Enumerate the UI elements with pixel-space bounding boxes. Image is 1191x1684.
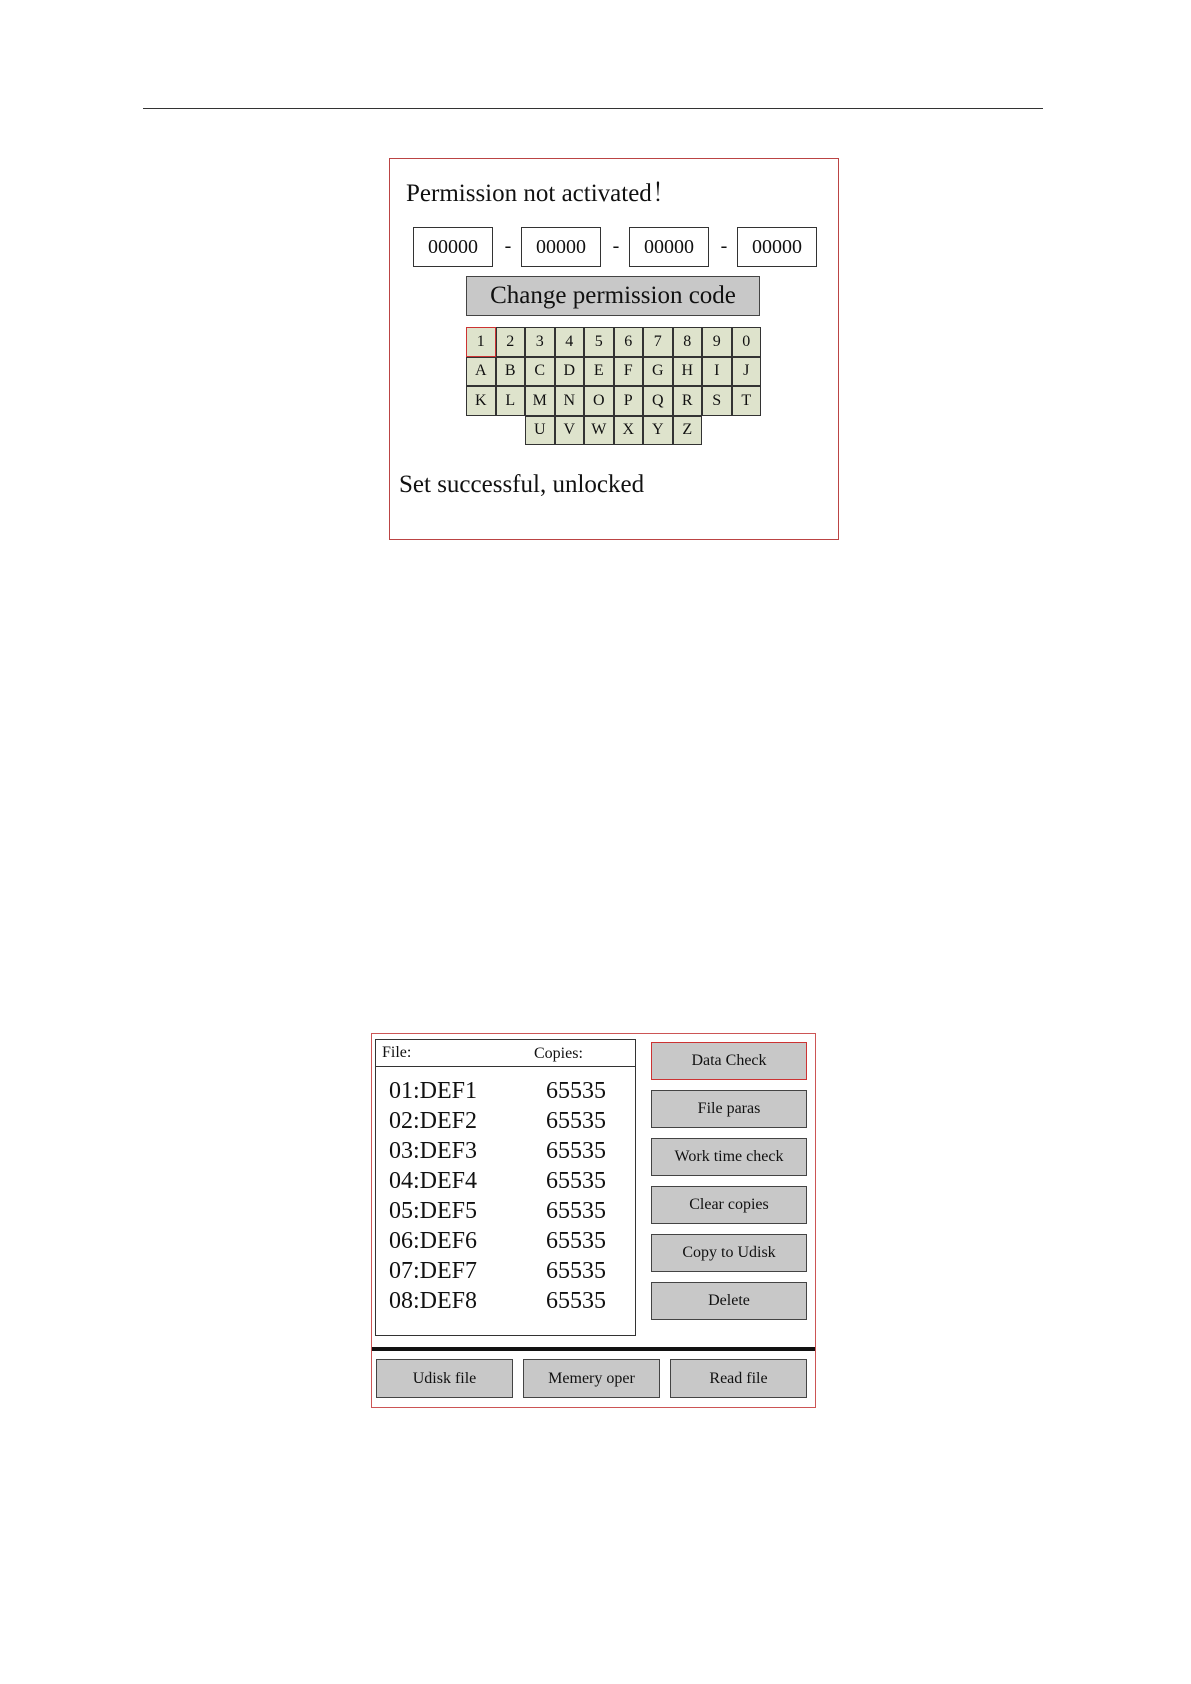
delete-button[interactable]: Delete [651, 1282, 807, 1320]
code-separator: - [504, 235, 512, 257]
keypad-key-7[interactable]: 7 [643, 327, 673, 357]
keypad-key-e[interactable]: E [584, 357, 614, 387]
file-manager-panel [371, 1033, 816, 1408]
keypad-key-m[interactable]: M [525, 386, 555, 416]
code-separator: - [720, 235, 728, 257]
file-copies: 65535 [546, 1138, 606, 1164]
file-row[interactable] [376, 1288, 635, 1318]
keypad-key-p[interactable]: P [614, 386, 644, 416]
file-name: 04:DEF4 [389, 1168, 478, 1194]
permission-title: Permission not activated！ [406, 180, 677, 207]
keypad-key-4[interactable]: 4 [555, 327, 585, 357]
status-message: Set successful, unlocked [399, 471, 645, 498]
keypad-key-r[interactable]: R [673, 386, 703, 416]
data-check-button[interactable]: Data Check [651, 1042, 807, 1080]
keypad-key-f[interactable]: F [614, 357, 644, 387]
keypad-key-q[interactable]: Q [643, 386, 673, 416]
change-permission-code-button[interactable]: Change permission code [466, 276, 760, 316]
file-copies: 65535 [546, 1258, 606, 1284]
keypad-key-u[interactable]: U [525, 416, 555, 446]
file-name: 01:DEF1 [389, 1078, 478, 1104]
copies-column-header: Copies: [534, 1045, 583, 1062]
keypad-key-z[interactable]: Z [673, 416, 703, 446]
keypad-key-n[interactable]: N [555, 386, 585, 416]
keypad-key-3[interactable]: 3 [525, 327, 555, 357]
file-copies: 65535 [546, 1228, 606, 1254]
keypad-key-8[interactable]: 8 [673, 327, 703, 357]
read-file-button[interactable]: Read file [670, 1359, 807, 1398]
keypad-key-l[interactable]: L [496, 386, 526, 416]
keypad-key-g[interactable]: G [643, 357, 673, 387]
keypad-key-j[interactable]: J [732, 357, 762, 387]
code-field-3[interactable]: 00000 [629, 227, 709, 267]
clear-copies-button[interactable]: Clear copies [651, 1186, 807, 1224]
file-name: 08:DEF8 [389, 1288, 478, 1314]
keypad-key-v[interactable]: V [555, 416, 585, 446]
file-row[interactable] [376, 1168, 635, 1198]
keypad-key-a[interactable]: A [466, 357, 496, 387]
file-copies: 65535 [546, 1288, 606, 1314]
file-copies: 65535 [546, 1078, 606, 1104]
page-header-rule [143, 108, 1043, 109]
file-list [375, 1039, 636, 1336]
keypad-key-c[interactable]: C [525, 357, 555, 387]
keypad-key-d[interactable]: D [555, 357, 585, 387]
file-row[interactable] [376, 1108, 635, 1138]
file-row[interactable] [376, 1258, 635, 1288]
work-time-check-button[interactable]: Work time check [651, 1138, 807, 1176]
file-column-header: File: [382, 1044, 412, 1061]
file-row[interactable] [376, 1078, 635, 1108]
code-separator: - [612, 235, 620, 257]
keypad-key-y[interactable]: Y [643, 416, 673, 446]
permission-panel [389, 158, 839, 540]
keypad-key-t[interactable]: T [732, 386, 762, 416]
copy-to-udisk-button[interactable]: Copy to Udisk [651, 1234, 807, 1272]
file-copies: 65535 [546, 1198, 606, 1224]
keypad-key-x[interactable]: X [614, 416, 644, 446]
keypad-key-w[interactable]: W [584, 416, 614, 446]
keypad-key-6[interactable]: 6 [614, 327, 644, 357]
memery-oper-button[interactable]: Memery oper [523, 1359, 660, 1398]
keypad-key-1[interactable]: 1 [466, 327, 496, 357]
keypad-key-i[interactable]: I [702, 357, 732, 387]
keypad-key-2[interactable]: 2 [496, 327, 526, 357]
keypad-key-b[interactable]: B [496, 357, 526, 387]
code-field-2[interactable]: 00000 [521, 227, 601, 267]
file-name: 02:DEF2 [389, 1108, 478, 1134]
file-paras-button[interactable]: File paras [651, 1090, 807, 1128]
keypad-key-s[interactable]: S [702, 386, 732, 416]
file-copies: 65535 [546, 1108, 606, 1134]
file-row[interactable] [376, 1138, 635, 1168]
file-name: 07:DEF7 [389, 1258, 478, 1284]
file-row[interactable] [376, 1228, 635, 1258]
keypad-key-9[interactable]: 9 [702, 327, 732, 357]
code-field-4[interactable]: 00000 [737, 227, 817, 267]
divider [372, 1347, 815, 1351]
keypad-key-0[interactable]: 0 [732, 327, 762, 357]
file-name: 03:DEF3 [389, 1138, 478, 1164]
udisk-file-button[interactable]: Udisk file [376, 1359, 513, 1398]
file-name: 05:DEF5 [389, 1198, 478, 1224]
file-list-header [376, 1040, 635, 1067]
file-name: 06:DEF6 [389, 1228, 478, 1254]
code-field-1[interactable]: 00000 [413, 227, 493, 267]
keypad-key-h[interactable]: H [673, 357, 703, 387]
keypad-key-5[interactable]: 5 [584, 327, 614, 357]
file-copies: 65535 [546, 1168, 606, 1194]
file-row[interactable] [376, 1198, 635, 1228]
keypad-key-o[interactable]: O [584, 386, 614, 416]
keypad-key-k[interactable]: K [466, 386, 496, 416]
